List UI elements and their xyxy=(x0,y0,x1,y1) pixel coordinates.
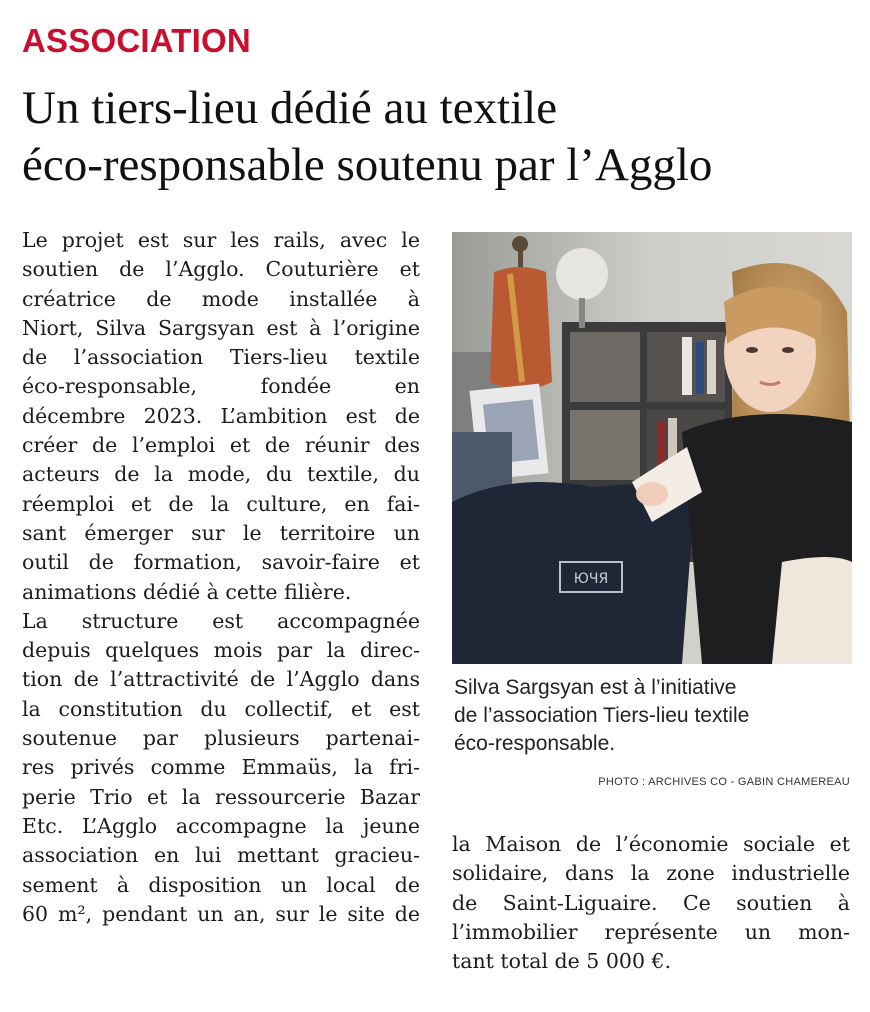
body-line: La structure est accompagnée xyxy=(22,608,420,633)
body-line: sant émerger sur le territoire un xyxy=(22,520,420,545)
photo-caption xyxy=(454,674,854,758)
body-line: la constitution du collectif, et est xyxy=(22,696,420,721)
body-line: tion de l’attractivité de l’Agglo dans xyxy=(22,667,420,692)
body-line: la Maison de l’économie sociale et xyxy=(452,832,850,856)
body-line: de l’association Tiers-lieu textile xyxy=(22,345,420,370)
headline xyxy=(22,80,852,194)
body-line: Etc. L’Agglo accompagne la jeune xyxy=(22,813,420,838)
section-kicker: ASSOCIATION xyxy=(22,22,251,59)
body-line: décembre 2023. L’ambition est de xyxy=(22,403,420,428)
body-line: acteurs de la mode, du textile, du xyxy=(22,462,420,487)
body-line: soutenue par plusieurs partenai- xyxy=(22,726,420,751)
article-column-1 xyxy=(22,226,420,929)
body-line: créatrice de mode installée à xyxy=(22,286,420,311)
body-line: l’immobilier représente un mon- xyxy=(452,919,850,944)
photo-illustration xyxy=(452,232,852,664)
article-photo xyxy=(452,232,852,664)
body-line: éco-responsable, fondée en xyxy=(22,374,420,399)
body-line: tant total de 5 000 €. xyxy=(452,949,672,974)
photo-credit: PHOTO : ARCHIVES CO - GABIN CHAMEREAU xyxy=(598,776,850,788)
body-line: perie Trio et la ressourcerie Bazar xyxy=(22,784,420,809)
body-line: outil de formation, savoir-faire et xyxy=(22,550,420,575)
body-line: de Saint-Liguaire. Ce soutien à xyxy=(452,890,850,915)
body-line: Niort, Silva Sargsyan est à l’origine xyxy=(22,315,420,340)
body-line: réemploi et de la culture, en fai- xyxy=(22,491,420,516)
sweater-logo: ЮЧЯ xyxy=(573,571,609,587)
body-line: 60 m², pendant un an, sur le site de xyxy=(22,901,420,926)
body-line: association en lui mettant gracieu- xyxy=(22,843,420,868)
caption-line: de l’association Tiers-lieu textile xyxy=(454,704,750,727)
body-line: Le projet est sur les rails, avec le xyxy=(22,228,420,252)
body-line: animations dédié à cette filière. xyxy=(22,579,352,604)
caption-line: Silva Sargsyan est à l’initiative xyxy=(454,676,737,699)
headline-line: éco-responsable soutenu par l’Agglo xyxy=(22,139,713,191)
headline-line: Un tiers-lieu dédié au textile xyxy=(22,82,558,134)
body-line: res privés comme Emmaüs, la fri- xyxy=(22,755,420,780)
article-column-2 xyxy=(452,830,850,976)
body-line: créer de l’emploi et de réunir des xyxy=(22,433,420,458)
body-line: soutien de l’Agglo. Couturière et xyxy=(22,257,420,282)
body-line: solidaire, dans la zone industrielle xyxy=(452,861,850,886)
body-line: sement à disposition un local de xyxy=(22,872,420,897)
body-line: depuis quelques mois par la direc- xyxy=(22,638,420,663)
caption-line: éco-responsable. xyxy=(454,732,616,755)
